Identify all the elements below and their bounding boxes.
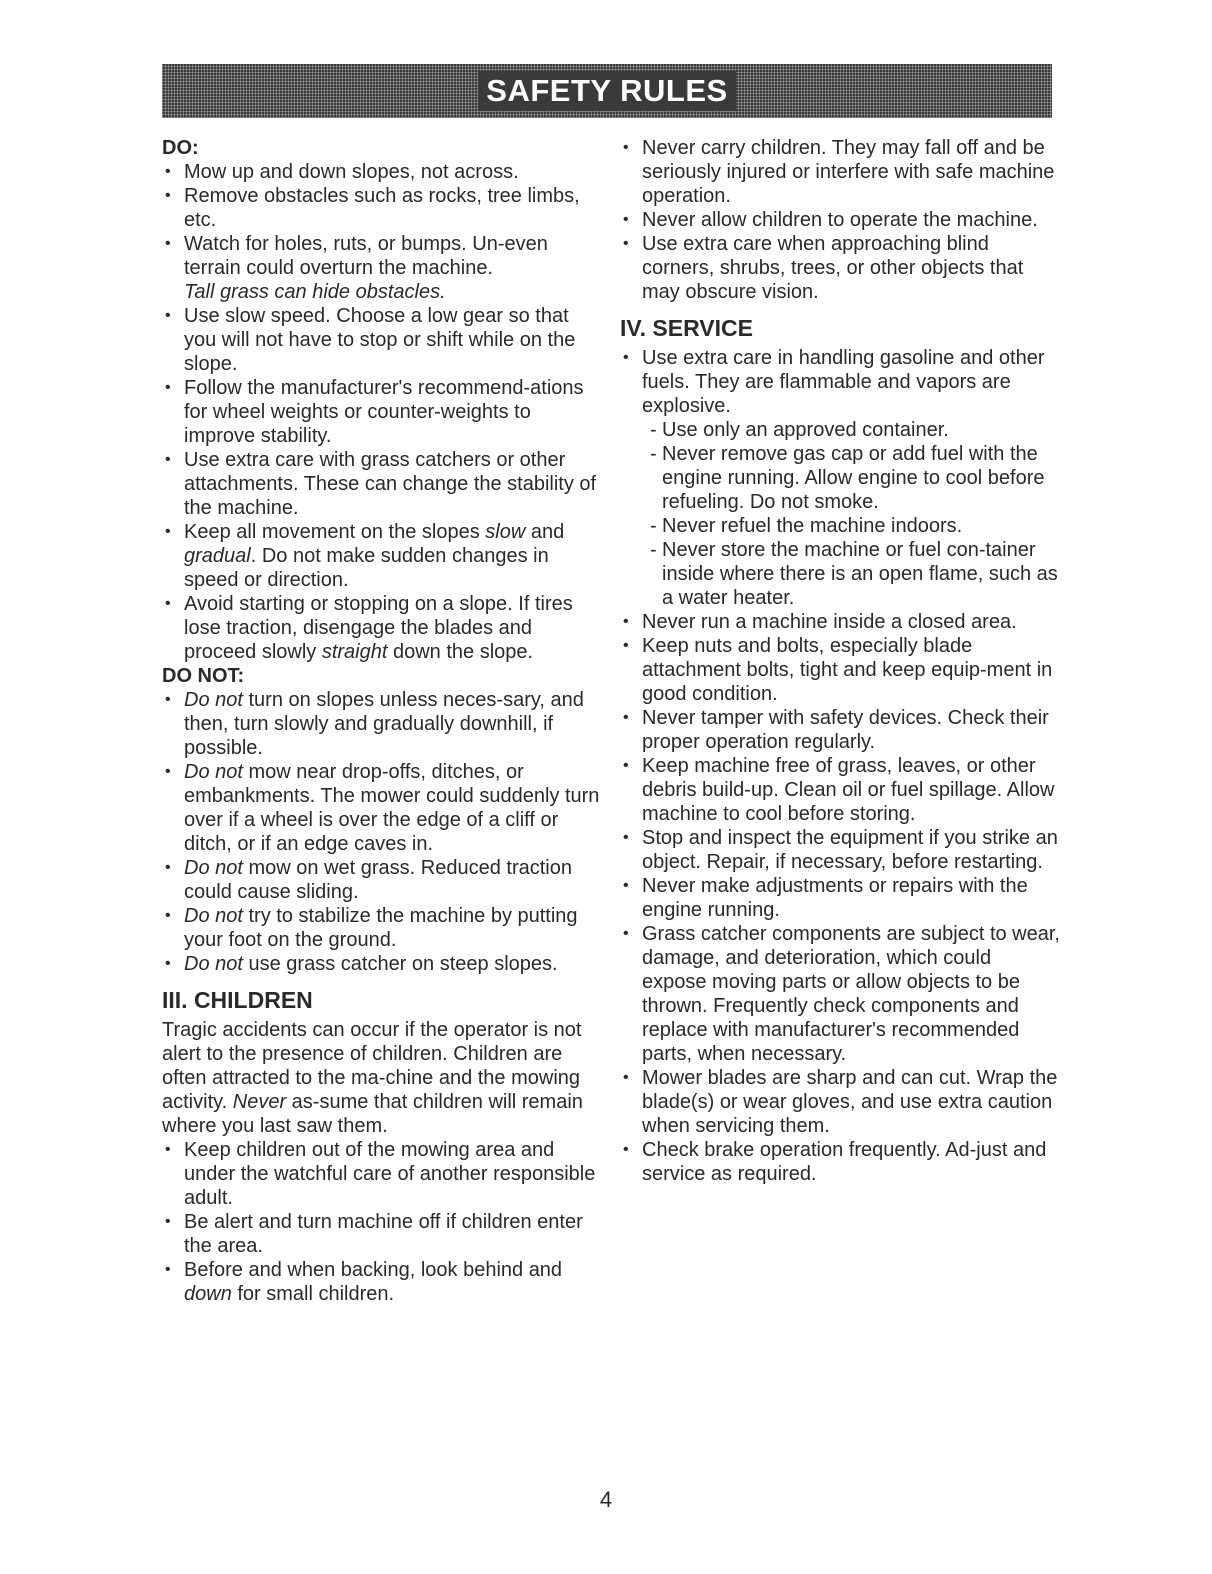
section-banner (162, 64, 1052, 118)
list-item: • Check brake operation frequently. Ad-just and service as required. (620, 1138, 1060, 1186)
list-item: • Stop and inspect the equipment if you strike an object. Repair, if necessary, before restarting. (620, 826, 1060, 874)
left-column (162, 136, 602, 1306)
children-heading: III. CHILDREN (162, 987, 313, 1013)
list-item: • Be alert and turn machine off if children enter the area. (162, 1210, 602, 1258)
sub-item: - Never refuel the machine indoors. (648, 514, 1060, 538)
list-item: • Use extra care when approaching blind corners, shrubs, trees, or other objects that may obscure vision. (620, 232, 1060, 304)
children-continued-list (620, 136, 1060, 304)
list-item: • Remove obstacles such as rocks, tree limbs, etc. (162, 184, 602, 232)
list-item: • Do not mow near drop-offs, ditches, or embankments. The mower could suddenly turn over if a wheel is over the edge of a cliff or ditch, or if an edge caves in. (162, 760, 602, 856)
list-item: • Watch for holes, ruts, or bumps. Un-even terrain could overturn the machine. Tall grass can hide obstacles. (162, 232, 602, 304)
list-item: • Use slow speed. Choose a low gear so that you will not have to stop or shift while on the slope. (162, 304, 602, 376)
service-heading: IV. SERVICE (620, 315, 753, 341)
list-item: • Never make adjustments or repairs with the engine running. (620, 874, 1060, 922)
list-item: • Avoid starting or stopping on a slope. If tires lose traction, disengage the blades and proceed slowly straight down the slope. (162, 592, 602, 664)
list-item: • Do not use grass catcher on steep slopes. (162, 952, 602, 976)
list-item: • Mower blades are sharp and can cut. Wrap the blade(s) or wear gloves, and use extra caution when servicing them. (620, 1066, 1060, 1138)
sub-item: - Never remove gas cap or add fuel with the engine running. Allow engine to cool before refueling. Do not smoke. (648, 442, 1060, 514)
list-item: • Never allow children to operate the machine. (620, 208, 1060, 232)
list-item: • Never carry children. They may fall off and be seriously injured or interfere with safe machine operation. (620, 136, 1060, 208)
list-item: • Never tamper with safety devices. Check their proper operation regularly. (620, 706, 1060, 754)
list-item: • Do not try to stabilize the machine by putting your foot on the ground. (162, 904, 602, 952)
list-item: • Use extra care with grass catchers or other attachments. These can change the stability of the machine. (162, 448, 602, 520)
list-item: • Keep children out of the mowing area and under the watchful care of another responsible adult. (162, 1138, 602, 1210)
list-item: • Never run a machine inside a closed area. (620, 610, 1060, 634)
right-column (620, 136, 1060, 1186)
sub-item: - Never store the machine or fuel con-tainer inside where there is an open flame, such as a water heater. (648, 538, 1060, 610)
list-item: • Mow up and down slopes, not across. (162, 160, 602, 184)
list-item: • Grass catcher components are subject to wear, damage, and deterioration, which could expose moving parts or allow objects to be thrown. Frequently check components and replace with manufacturer's recommended parts, when necessary. (620, 922, 1060, 1066)
donot-list (162, 688, 602, 976)
do-heading: DO: (162, 137, 199, 159)
page-number: 4 (599, 1487, 613, 1512)
list-item: • Use extra care in handling gasoline and other fuels. They are flammable and vapors are explosive. - Use only an approved container. - Never remove gas cap or add fuel with the engine running. Allow engine to cool before refueling. Do not smoke. - Never refuel the machine indoors. - Never store the machine or fuel con-tainer inside where there is an open flame, such as a water heater. (620, 346, 1060, 610)
sub-item: - Use only an approved container. (648, 418, 1060, 442)
list-item: • Keep nuts and bolts, especially blade attachment bolts, tight and keep equip-ment in good condition. (620, 634, 1060, 706)
children-paragraph: Tragic accidents can occur if the operator is not alert to the presence of children. Children are often attracted to the ma-chine and the mowing activity. Never as-sume that children will remain where you last saw them. (162, 1019, 583, 1137)
children-list (162, 1138, 602, 1306)
service-list (620, 346, 1060, 1186)
donot-heading: DO NOT: (162, 665, 245, 687)
list-item: • Before and when backing, look behind and down for small children. (162, 1258, 602, 1306)
list-item: • Do not turn on slopes unless neces-sary, and then, turn slowly and gradually downhill, if possible. (162, 688, 602, 760)
banner-title: SAFETY RULES (478, 71, 735, 111)
list-item: • Do not mow on wet grass. Reduced traction could cause sliding. (162, 856, 602, 904)
list-item: • Follow the manufacturer's recommend-ations for wheel weights or counter-weights to improve stability. (162, 376, 602, 448)
list-item: • Keep all movement on the slopes slow and gradual. Do not make sudden changes in speed or direction. (162, 520, 602, 592)
do-list (162, 160, 602, 664)
list-item: • Keep machine free of grass, leaves, or other debris build-up. Clean oil or fuel spillage. Allow machine to cool before storing. (620, 754, 1060, 826)
